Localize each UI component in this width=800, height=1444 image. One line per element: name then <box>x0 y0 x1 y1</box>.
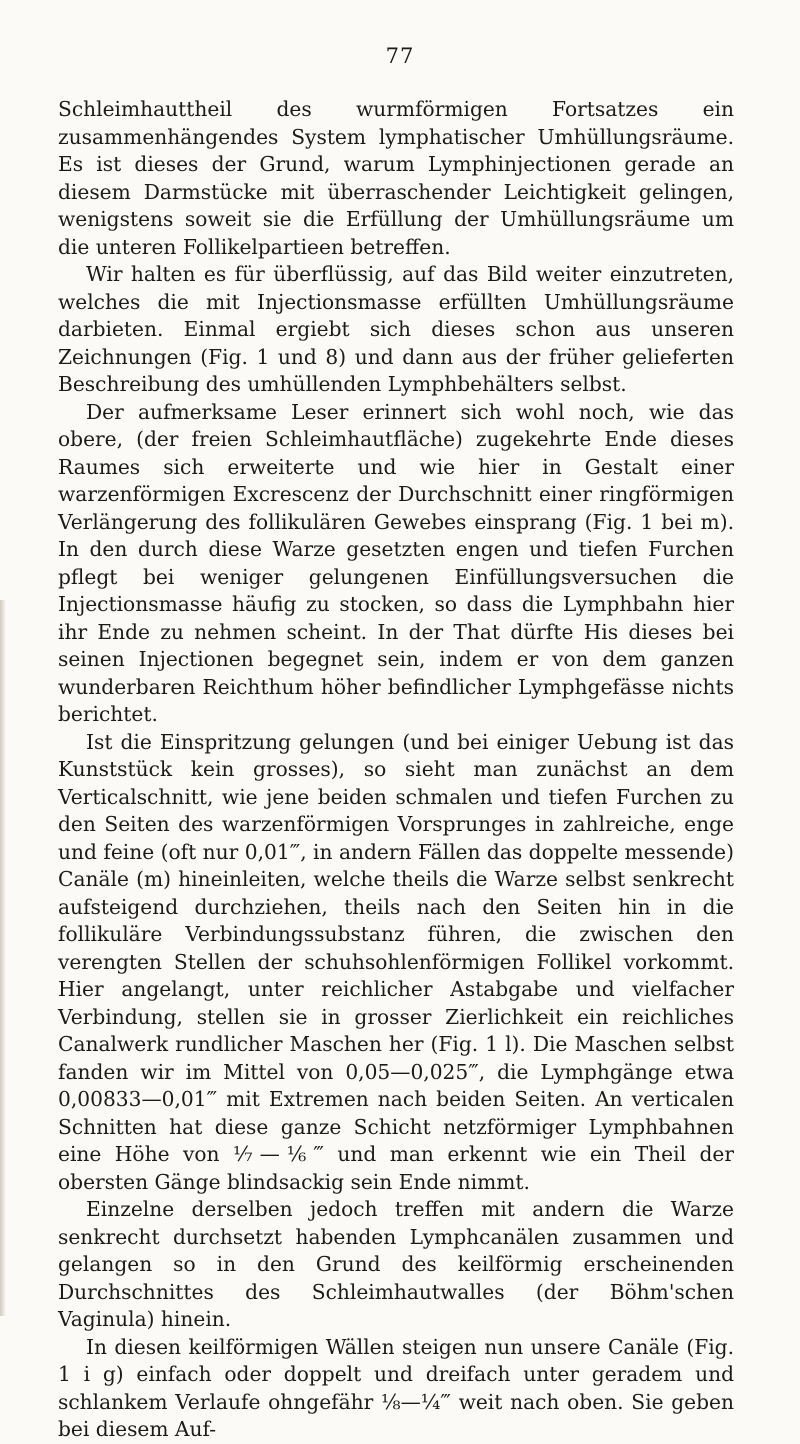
page-number: 77 <box>385 44 415 68</box>
paragraph: In diesen keilförmigen Wällen steigen nun unsere Canäle (Fig. 1 i g) einfach oder doppelt und dreifach unter geradem und schlankem Verlaufe ohngefähr ⅛—¼‴ weit nach oben. Sie geben bei diesem Auf- <box>58 1334 734 1441</box>
body-text <box>58 96 734 1444</box>
paragraph: Einzelne derselben jedoch treffen mit andern die Warze senkrecht durchsetzt habenden Lymphcanälen zusammen und gelangen so in den Grund des keilförmig erscheinenden Durchschnittes des Schleimhautwalles (der Böhm'schen Vaginula) hinein. <box>58 1197 734 1331</box>
page-edge-shadow <box>0 600 6 1316</box>
paragraph: Schleimhauttheil des wurmförmigen Fortsatzes ein zusammenhängendes System lymphatischer Umhüllungsräume. Es ist dieses der Grund, warum Lymphinjectionen gerade an diesem Darmstücke mit überraschender Leichtigkeit gelingen, wenigstens soweit sie die Erfüllung der Umhüllungsräume um die unteren Follikelpartieen betreffen. <box>58 97 734 259</box>
paragraph: Der aufmerksame Leser erinnert sich wohl noch, wie das obere, (der freien Schleimhautfläche) zugekehrte Ende dieses Raumes sich erweiterte und wie hier in Gestalt einer warzenförmigen Excrescenz der Durchschnitt einer ringförmigen Verlängerung des follikulären Gewebes einsprang (Fig. 1 bei m). In den durch diese Warze gesetzten engen und tiefen Furchen pflegt bei weniger gelungenen Einfüllungsversuchen die Injectionsmasse häufig zu stocken, so dass die Lymphbahn hier ihr Ende zu nehmen scheint. In der That dürfte His dieses bei seinen Injectionen begegnet sein, indem er von dem ganzen wunderbaren Reichthum höher befindlicher Lymphgefässe nichts berichtet. <box>58 399 734 726</box>
paragraph: Wir halten es für überflüssig, auf das Bild weiter einzutreten, welches die mit Injectionsmasse erfüllten Umhüllungsräume darbieten. Einmal ergiebt sich dieses schon aus unseren Zeichnungen (Fig. 1 und 8) und dann aus der früher gelieferten Beschreibung des umhüllenden Lymphbehälters selbst. <box>58 262 734 396</box>
paragraph: Ist die Einspritzung gelungen (und bei einiger Uebung ist das Kunststück kein grosses), so sieht man zunächst an dem Verticalschnitt, wie jene beiden schmalen und tiefen Furchen zu den Seiten des warzenförmigen Vorsprunges in zahlreiche, enge und feine (oft nur 0,01‴, in andern Fällen das doppelte messende) Canäle (m) hineinleiten, welche theils die Warze selbst senkrecht aufsteigend durchziehen, theils nach den Seiten hin in die follikuläre Verbindungssubstanz führen, die zwischen den verengten Stellen der schuhsohlenförmigen Follikel vorkommt. Hier angelangt, unter reichlicher Astabgabe und vielfacher Verbindung, stellen sie in grosser Zierlichkeit ein reichliches Canalwerk rundlicher Maschen her (Fig. 1 l). Die Maschen selbst fanden wir im Mittel von 0,05—0,025‴, die Lymphgänge etwa 0,00833—0,01‴ mit Extremen nach beiden Seiten. An verticalen Schnitten hat diese ganze Schicht netzförmiger Lymphbahnen eine Höhe von ⅐—⅙‴ und man erkennt wie ein Theil der obersten Gänge blindsackig sein Ende nimmt. <box>58 729 734 1194</box>
